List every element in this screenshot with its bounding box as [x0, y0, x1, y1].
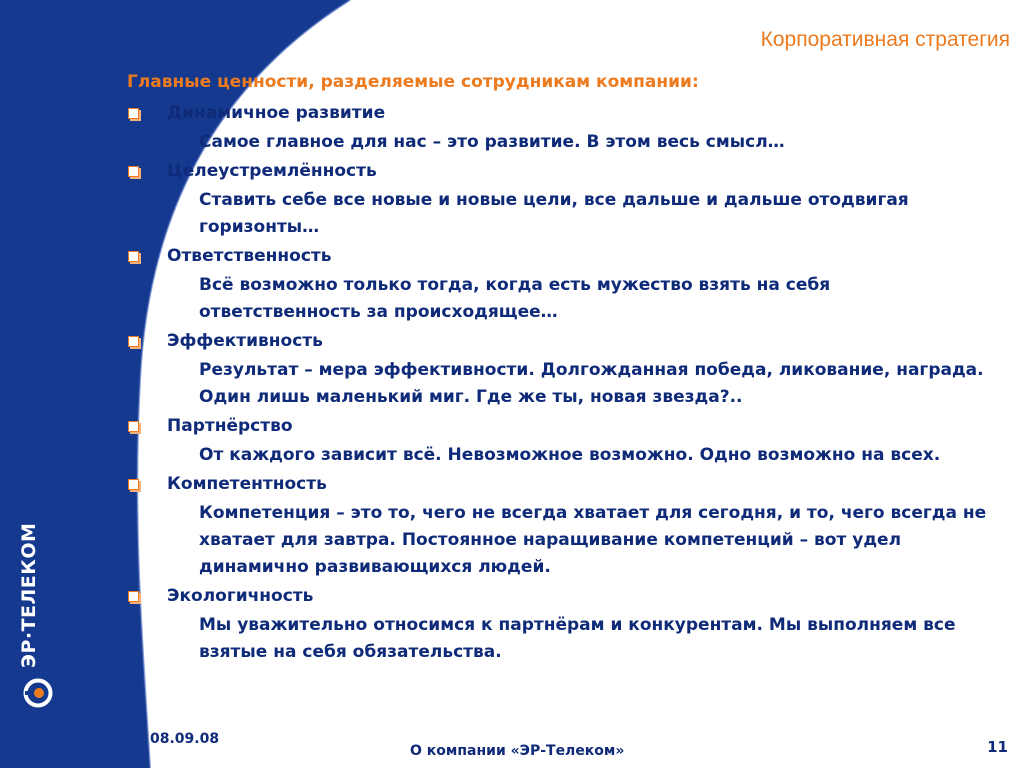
value-head: [127, 583, 997, 610]
value-description: От каждого зависит всё. Невозможное возможно. Одно возможно на всех.: [199, 445, 941, 465]
checkbox-bullet-icon: [128, 166, 139, 177]
value-item: [127, 413, 997, 469]
checkbox-bullet-icon: [128, 251, 139, 262]
value-description: Всё возможно только тогда, когда есть мужество взять на себя ответственность за происходящее…: [199, 275, 831, 322]
value-item: [127, 158, 997, 241]
value-description: Ставить себе все новые и новые цели, все дальше и дальше отодвигая горизонты…: [199, 190, 909, 237]
value-head: [127, 243, 997, 270]
checkbox-bullet-icon: [128, 336, 139, 347]
value-item: [127, 471, 997, 581]
brand-logo: [18, 522, 55, 708]
value-title: Целеустремлённость: [167, 161, 377, 181]
value-item: [127, 583, 997, 666]
value-head: [127, 413, 997, 440]
value-title: Динамичное развитие: [167, 103, 386, 123]
value-item: [127, 243, 997, 326]
value-description: Самое главное для нас – это развитие. В этом весь смысл…: [199, 132, 785, 152]
checkbox-bullet-icon: [128, 108, 139, 119]
page-number: 11: [987, 738, 1008, 756]
er-telecom-logo-icon: [23, 678, 53, 708]
footer-company: О компании «ЭР-Телеком»: [410, 743, 625, 759]
checkbox-bullet-icon: [128, 479, 139, 490]
slide-title: Корпоративная стратегия: [760, 28, 1010, 51]
value-description: Результат – мера эффективности. Долгожданная победа, ликование, награда. Один лишь маленький миг. Где же ты, новая звезда?..: [199, 360, 984, 407]
value-title: Компетентность: [167, 474, 327, 494]
values-heading: Главные ценности, разделяемые сотрудникам компании:: [127, 72, 699, 92]
checkbox-bullet-icon: [128, 591, 139, 602]
slide-content: [127, 69, 997, 668]
value-head: [127, 158, 997, 185]
value-description: Мы уважительно относимся к партнёрам и конкурентам. Мы выполняем все взятые на себя обязательства.: [199, 615, 956, 662]
value-head: [127, 471, 997, 498]
brand-logo-text: ЭР·ТЕЛЕКОМ: [18, 522, 40, 668]
value-title: Партнёрство: [167, 416, 293, 436]
value-head: [127, 328, 997, 355]
footer-date: 08.09.08: [150, 731, 220, 747]
value-head: [127, 100, 997, 127]
value-title: Эффективность: [167, 331, 323, 351]
values-list: [127, 100, 997, 666]
value-description: Компетенция – это то, чего не всегда хватает для сегодня, и то, чего всегда не хватает для завтра. Постоянное наращивание компетенций – вот удел динамично развивающихся людей.: [199, 503, 987, 577]
value-item: [127, 328, 997, 411]
checkbox-bullet-icon: [128, 421, 139, 432]
value-title: Экологичность: [167, 586, 314, 606]
value-title: Ответственность: [167, 246, 332, 266]
value-item: [127, 100, 997, 156]
